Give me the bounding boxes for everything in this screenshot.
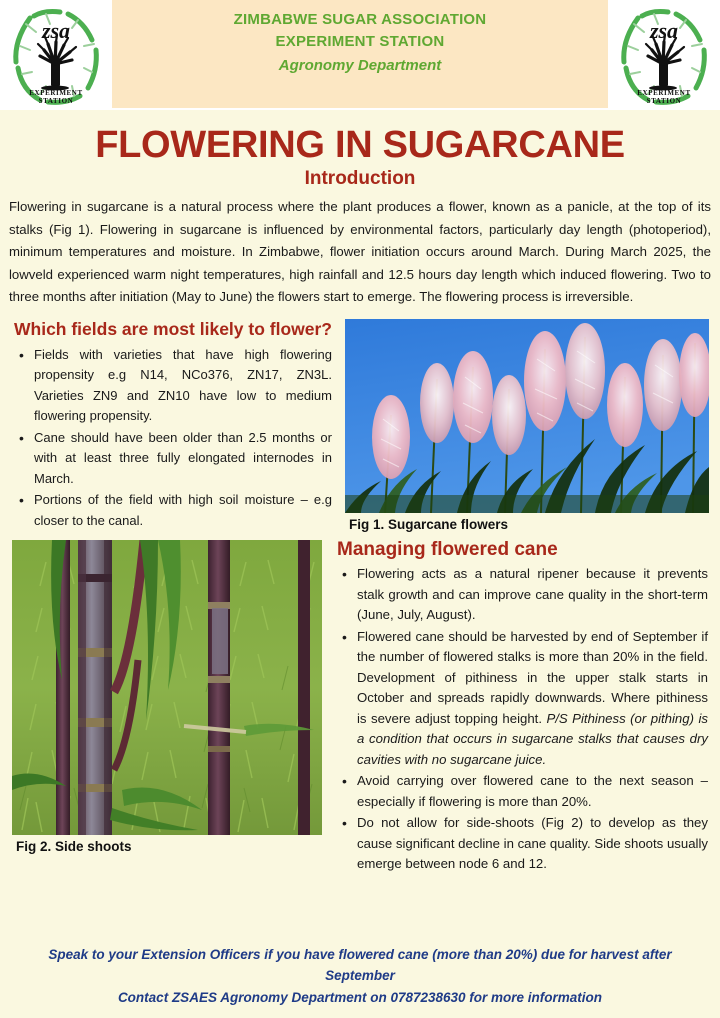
- sugarcane-stalk-right: [208, 540, 230, 835]
- header-line-3: Agronomy Department: [278, 57, 442, 74]
- list-item-text: Flowered cane should be harvested by end of September if the number of flowered stalks is more than 20% in the field. Development of pithiness in the upper stalk starts in October and spreads rapidly downwards. Where pithiness is severe adjust topping height.: [357, 628, 708, 726]
- list-item: [355, 564, 708, 626]
- sugarcane-stalk-main: [78, 540, 112, 835]
- list-item-italic-note: P/S Pithiness (or pithing) is a condition that occurs in sugarcane stalks that causes dry cavities with no sugarcane juice.: [357, 710, 708, 767]
- figure-1-caption: Fig 1. Sugarcane flowers: [349, 516, 509, 532]
- figure-2-side-shoots-image: [12, 540, 322, 835]
- heading-which-fields: Which fields are most likely to flower?: [14, 318, 332, 339]
- zsa-logo-icon: [608, 0, 720, 110]
- section-subtitle-introduction: Introduction: [304, 168, 416, 189]
- page-title: FLOWERING IN SUGARCANE: [95, 124, 625, 166]
- list-item-text: Do not allow for side-shoots (Fig 2) to develop as they cause significant decline in cane quality. Side shoots usually emerge between node 6 and 12.: [357, 815, 708, 871]
- figure-1-sugarcane-flowers-image: [345, 319, 709, 513]
- list-item-text: Avoid carrying over flowered cane to the next season – especially if flowering is more than 20%.: [357, 773, 708, 809]
- zsa-logo-left: [0, 0, 112, 110]
- list-item: [355, 627, 708, 771]
- sugarcane-stalk-far-right: [298, 540, 310, 835]
- content-block-fields: [0, 319, 720, 533]
- zsa-logo-right: [608, 0, 720, 110]
- page-footer: [0, 944, 720, 1008]
- list-which-fields: [14, 345, 332, 532]
- svg-text:EXPERIMENT: EXPERIMENT: [29, 89, 83, 97]
- footer-line-2: Contact ZSAES Agronomy Department on 0787238630 for more information: [117, 990, 603, 1005]
- zsa-logo-icon: [0, 0, 112, 110]
- svg-text:zsa: zsa: [41, 18, 71, 43]
- footer-line-1: Speak to your Extension Officers if you have flowered cane (more than 20%) due for harvest after September: [48, 947, 672, 983]
- svg-text:EXPERIMENT: EXPERIMENT: [637, 89, 691, 97]
- header-line-1: ZIMBABWE SUGAR ASSOCIATION: [233, 11, 487, 28]
- column-managing-flowered-cane: [332, 540, 720, 876]
- page-header: [0, 0, 720, 110]
- column-figure-2: [0, 540, 332, 854]
- list-item: • Cane should have been older than 2.5 months or with at least three fully elongated internodes in March.: [32, 428, 332, 490]
- header-line-2: EXPERIMENT STATION: [275, 33, 445, 50]
- heading-managing-flowered-cane: Managing flowered cane: [337, 539, 558, 560]
- column-which-fields: [0, 319, 340, 533]
- column-figure-1: [340, 319, 720, 532]
- content-block-managing: [0, 540, 720, 876]
- list-item: [355, 813, 708, 875]
- figure-2-caption: Fig 2. Side shoots: [16, 839, 132, 854]
- header-title-block: [112, 0, 608, 108]
- list-item: • Fields with varieties that have high flowering propensity e.g N14, NCo376, ZN17, ZN3L. Varieties ZN9 and ZN10 have low to medium flowering propensity.: [32, 345, 332, 427]
- list-item-text: Flowering acts as a natural ripener because it prevents stalk growth and can improve cane quality in the short-term (June, July, August).: [357, 566, 708, 622]
- svg-text:STATION: STATION: [38, 97, 74, 105]
- list-item: [355, 771, 708, 812]
- introduction-paragraph: Flowering in sugarcane is a natural process where the plant produces a flower, known as a panicle, at the top of its stalks (Fig 1). Flowering in sugarcane is influenced by environmental factors, particularly day length (photoperiod), minimum temperatures and moisture. In Zimbabwe, flower initiation occurs around March. During March 2025, the lowveld experienced warm night temperatures, high rainfall and 12.5 hours day length which induced flowering. Two to three months after initiation (May to June) the flowers start to emerge. The flowering process is irreversible.: [9, 199, 711, 304]
- list-managing-flowered-cane: [337, 564, 708, 875]
- list-item: • Portions of the field with high soil moisture – e.g closer to the canal.: [32, 490, 332, 531]
- svg-text:zsa: zsa: [649, 18, 679, 43]
- svg-text:STATION: STATION: [646, 97, 682, 105]
